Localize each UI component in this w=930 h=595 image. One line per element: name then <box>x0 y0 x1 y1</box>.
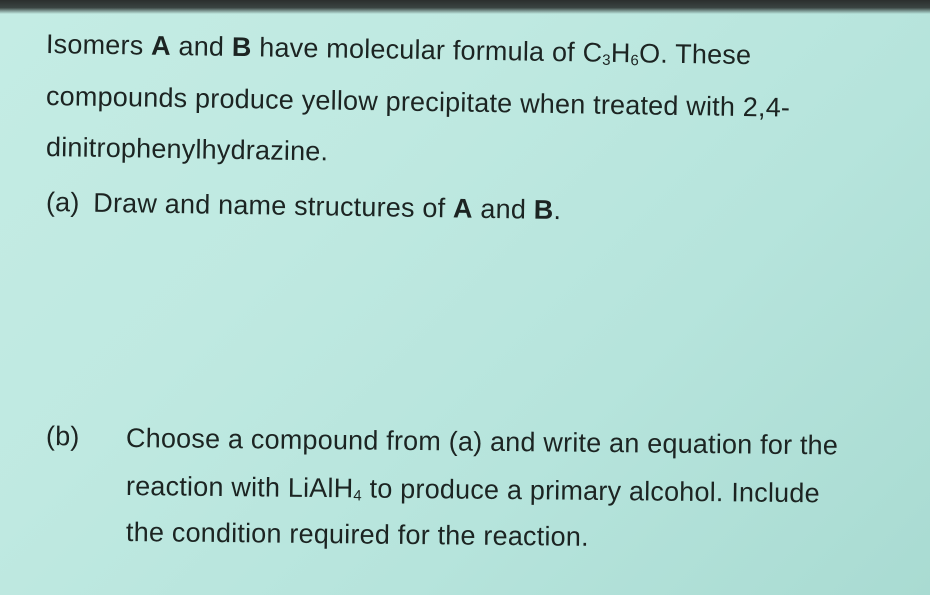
intro-text: have molecular formula of <box>251 32 583 68</box>
intro-text: dinitrophenylhydrazine. <box>45 132 329 167</box>
lialh4-subscript: 4 <box>353 487 362 505</box>
part-b-text: Choose a compound from (a) and write an equation for the <box>125 423 839 461</box>
part-b-text: reaction with LiAlH <box>125 471 354 504</box>
part-b-text: to produce a primary alcohol. Include <box>361 473 820 509</box>
intro-line-2 <box>46 80 791 124</box>
part-b-line-3 <box>126 516 589 553</box>
part-b-label: (b) <box>45 421 80 452</box>
part-a-question <box>46 186 562 226</box>
part-a-text: and <box>472 193 535 225</box>
intro-text: Isomers <box>45 29 152 61</box>
part-a-text: Draw and name structures of <box>93 187 454 224</box>
intro-text: . These <box>660 38 752 71</box>
intro-text: and <box>170 30 233 62</box>
isomer-a-label: A <box>452 193 473 224</box>
isomer-b-label: B <box>231 31 252 63</box>
part-b-line-2 <box>126 470 820 509</box>
intro-line-1 <box>46 28 752 71</box>
intro-line-3 <box>46 131 329 167</box>
isomer-b-label: B <box>533 194 554 225</box>
part-a-text: . <box>553 194 562 226</box>
part-a-label: (a) <box>45 187 80 218</box>
part-b-line-1 <box>126 422 838 461</box>
part-b-text: the condition required for the reaction. <box>125 517 589 552</box>
isomer-a-label: A <box>150 30 172 61</box>
intro-text: compounds produce yellow precipitate when treated with 2,4- <box>45 81 791 123</box>
molecular-formula: $C_3H_6O$ <box>582 37 661 70</box>
